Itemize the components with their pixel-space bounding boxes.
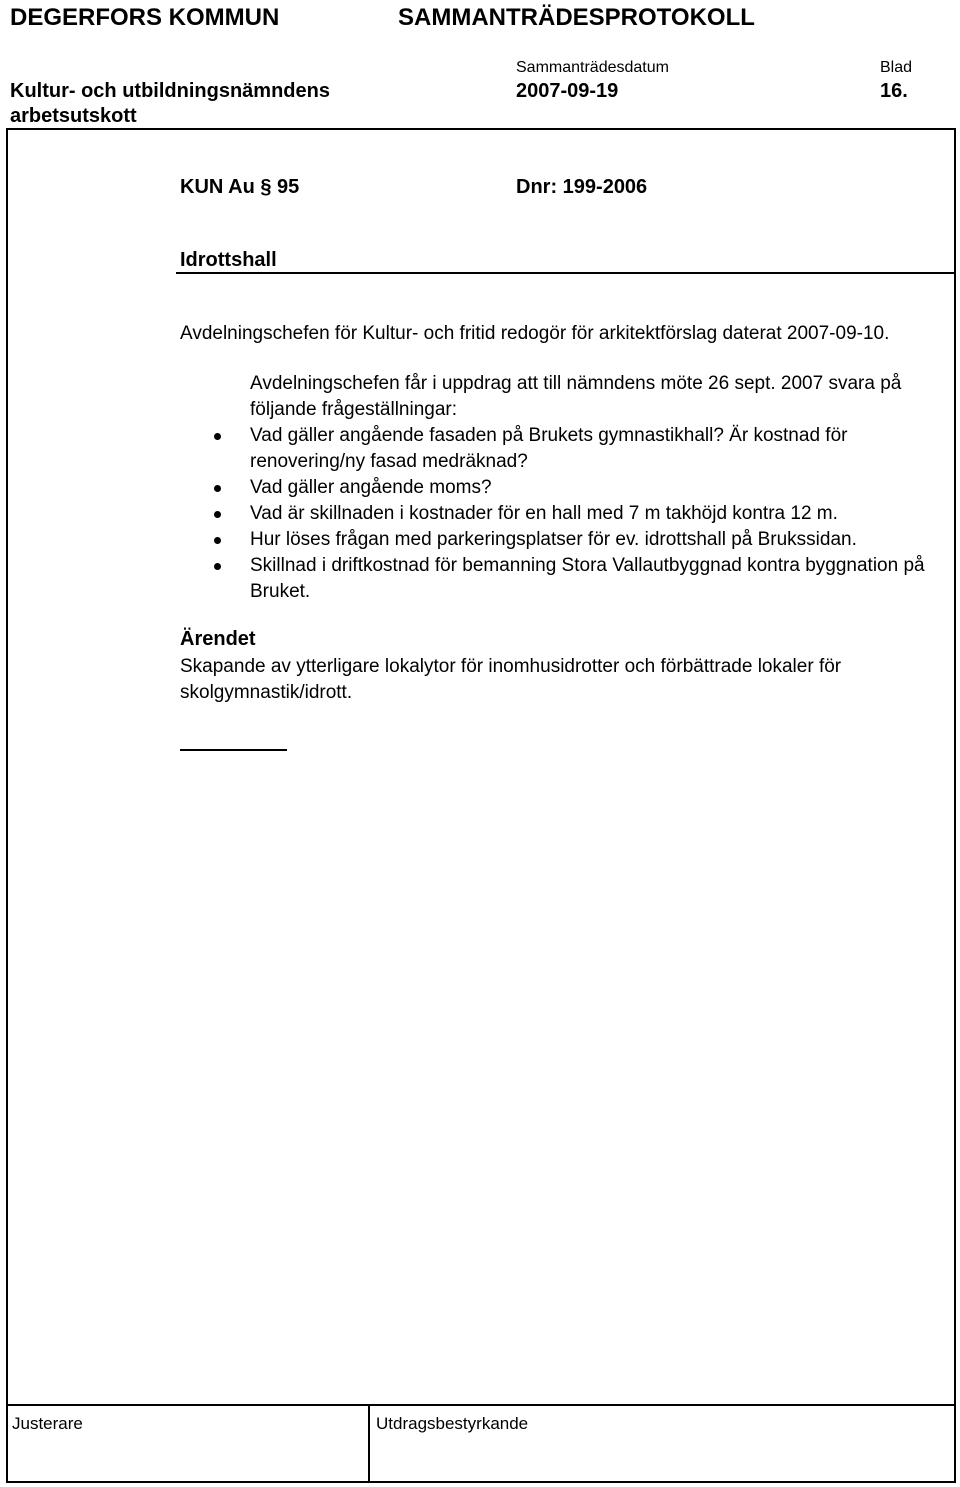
frame-top-line — [6, 128, 956, 130]
end-rule — [180, 749, 287, 751]
case-title: Idrottshall — [180, 249, 277, 271]
committee-subtitle: arbetsutskott — [10, 105, 137, 127]
assignment-paragraph: Avdelningschefen får i uppdrag att till nämndens möte 26 sept. 2007 svara på följande frågeställningar: — [250, 373, 902, 420]
title-underline — [176, 272, 956, 274]
list-item: Vad är skillnaden i kostnader för en hall med 7 m takhöjd kontra 12 m. — [180, 501, 940, 527]
utdragsbestyrkande-label: Utdragsbestyrkande — [376, 1414, 529, 1433]
questions-list — [180, 423, 940, 605]
bullet-icon — [214, 537, 221, 544]
bullet-icon — [214, 511, 221, 518]
diary-number: Dnr: 199-2006 — [516, 176, 648, 198]
page-number: 16. — [880, 80, 908, 102]
list-item: Hur löses frågan med parkeringsplatser för ev. idrottshall på Brukssidan. — [180, 527, 940, 553]
list-item: Vad gäller angående fasaden på Brukets gymnastikhall? Är kostnad för renovering/ny fasad medräknad? — [180, 423, 940, 475]
frame-right-line — [954, 128, 956, 1483]
footer-top-line — [6, 1404, 956, 1406]
arendet-text: Skapande av ytterligare lokalytor för inomhusidrotter och förbättrade lokaler för skolgymnastik/idrott. — [180, 656, 842, 703]
intro-paragraph: Avdelningschefen för Kultur- och fritid redogör för arkitektförslag daterat 2007-09-10. — [180, 323, 890, 344]
date-label: Sammanträdesdatum — [516, 59, 669, 76]
paragraph-number: KUN Au § 95 — [180, 176, 300, 198]
frame-bottom-line — [6, 1481, 956, 1483]
bullet-icon — [214, 433, 221, 440]
footer-divider — [368, 1404, 370, 1483]
bullet-icon — [214, 563, 221, 570]
document-type: SAMMANTRÄDESPROTOKOLL — [398, 4, 755, 31]
justerare-label: Justerare — [12, 1414, 83, 1433]
list-item: Skillnad i driftkostnad för bemanning Stora Vallautbyggnad kontra byggnation på Bruket. — [180, 553, 940, 605]
bullet-icon — [214, 485, 221, 492]
meeting-date: 2007-09-19 — [516, 80, 619, 102]
committee-name: Kultur- och utbildningsnämndens — [10, 80, 330, 102]
page-label: Blad — [880, 59, 913, 76]
org-name: DEGERFORS KOMMUN — [10, 4, 280, 31]
frame-left-line — [6, 128, 8, 1483]
arendet-heading: Ärendet — [180, 628, 256, 650]
list-item: Vad gäller angående moms? — [180, 475, 940, 501]
